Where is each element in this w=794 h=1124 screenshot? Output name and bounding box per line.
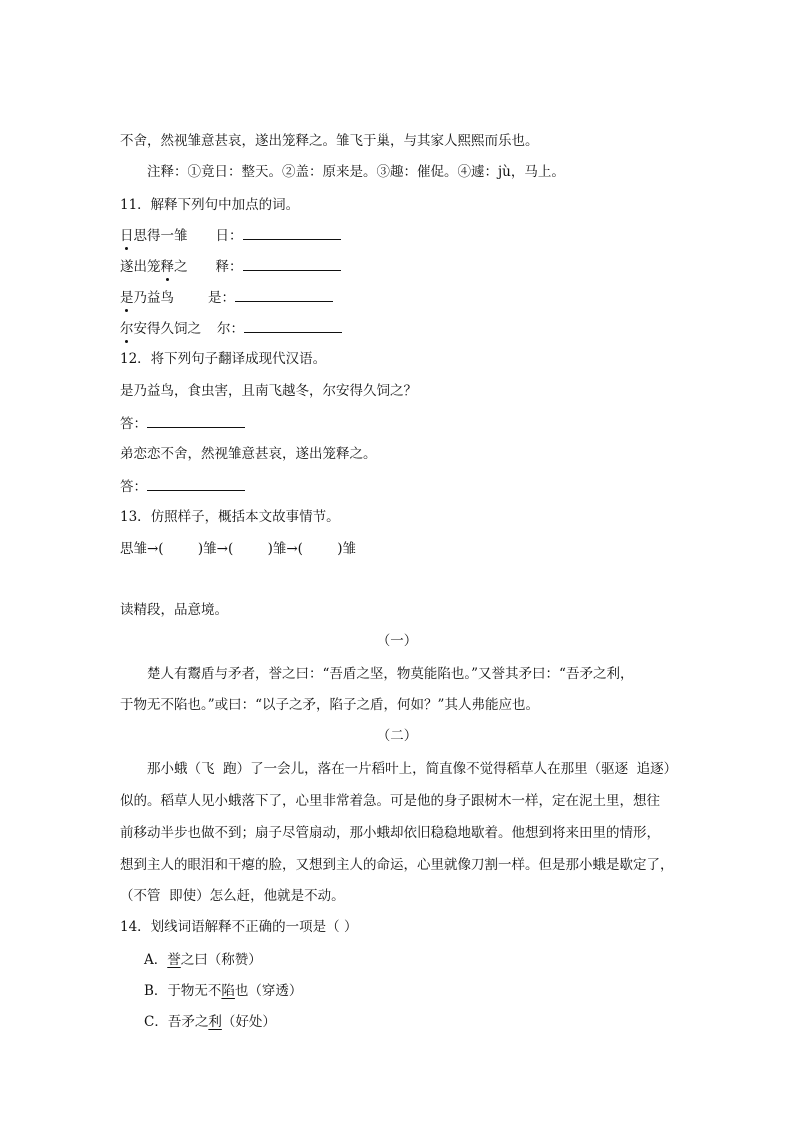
q12-answer-2: 答： [120, 476, 245, 496]
dotted-char: 日 [120, 228, 134, 244]
answer-blank[interactable] [243, 225, 341, 240]
part-2-line-1: 那小蛾（飞 跑）了一会儿，落在一片稻叶上，简直像不觉得稻草人在那里（驱逐 追逐） [147, 761, 678, 777]
dotted-char: 释 [160, 259, 174, 275]
q12-sentence-2: 弟恋恋不舍，然视雏意甚哀，遂出笼释之。 [120, 446, 377, 462]
q12-sentence-1: 是乃益鸟，食虫害，且南飞越冬，尔安得久饲之？ [120, 383, 417, 399]
q11-label-3: 是： [208, 290, 235, 306]
annotation-notes: 注释：①竟日：整天。②盖：原来是。③趣：催促。④遽：jù，马上。 [147, 164, 565, 180]
q12-answer-1: 答： [120, 413, 245, 433]
q11-label-2: 释： [215, 259, 243, 275]
q11-item-3: 是乃益鸟 是： [120, 287, 333, 307]
q11-label-4: 尔： [217, 321, 244, 337]
part-2-line-2: 似的。稻草人见小蛾落下了，心里非常着急。可是他的身子跟树木一样，定在泥土里，想往 [120, 793, 660, 809]
q12-prompt: 12．将下列句子翻译成现代汉语。 [120, 351, 327, 367]
answer-blank[interactable] [147, 413, 245, 428]
answer-blank[interactable] [147, 476, 245, 491]
q14-option-c[interactable]: C．吾矛之利（好处） [144, 1014, 276, 1030]
underlined-word: 陷 [221, 983, 235, 999]
part-2-line-4: 想到主人的眼泪和干瘪的脸，又想到主人的命运，心里就像刀割一样。但是那小蛾是歇定了， [120, 857, 674, 873]
reading-heading: 读精段，品意境。 [120, 602, 228, 618]
q13-prompt: 13．仿照样子，概括本文故事情节。 [120, 509, 340, 525]
q11-label-1: 日： [215, 228, 243, 244]
answer-blank[interactable] [244, 318, 342, 333]
part-1-title: （一） [376, 633, 418, 649]
q11-item-1: 日思得一雏 日： [120, 225, 341, 245]
q14-option-a[interactable]: A．誉之曰（称赞） [144, 952, 262, 968]
part-2-line-5: （不管 即使）怎么赶，他就是不动。 [120, 888, 345, 904]
answer-blank[interactable] [243, 256, 341, 271]
q13-chain: 思雏→( )雏→( )雏→( )雏 [120, 541, 357, 557]
underlined-word: 利 [208, 1014, 222, 1030]
underlined-word: 誉 [167, 952, 181, 968]
part-2-title: （二） [376, 728, 418, 744]
part-1-line-2: 于物无不陷也。”或曰：“以子之矛，陷子之盾，何如？”其人弗能应也。 [120, 697, 539, 713]
answer-blank[interactable] [235, 287, 333, 302]
passage-tail: 不舍，然视雏意甚哀，遂出笼释之。雏飞于巢，与其家人熙熙而乐也。 [120, 133, 539, 149]
q14-prompt: 14．划线词语解释不正确的一项是（ ） [120, 919, 358, 935]
part-1-line-1: 楚人有鬻盾与矛者，誉之曰：“吾盾之坚，物莫能陷也。”又誉其矛曰：“吾矛之利， [147, 666, 634, 682]
part-2-line-3: 前移动半步也做不到；扇子尽管扇动，那小蛾却依旧稳稳地歇着。他想到将来田里的情形， [120, 825, 660, 841]
dotted-char: 尔 [120, 321, 134, 337]
dotted-char: 是 [120, 290, 134, 306]
q14-option-b[interactable]: B．于物无不陷也（穿透） [144, 983, 303, 999]
q11-item-2: 遂出笼释之 释： [120, 256, 341, 276]
q11-item-4: 尔安得久饲之 尔： [120, 318, 342, 338]
q11-prompt: 11．解释下列句中加点的词。 [120, 197, 300, 213]
